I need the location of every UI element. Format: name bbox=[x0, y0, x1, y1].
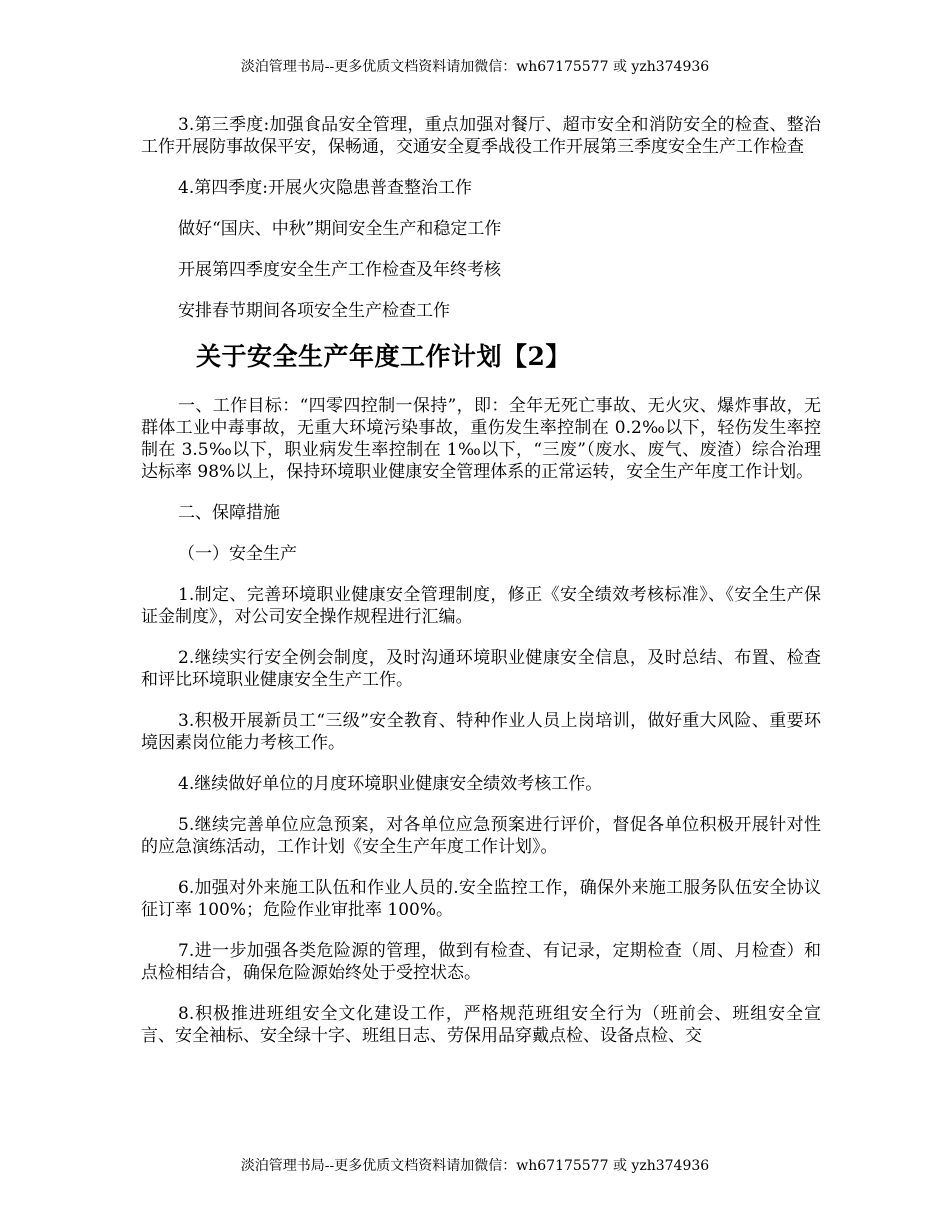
section-title: 关于安全生产年度工作计划【2】 bbox=[196, 342, 571, 371]
paragraph-safety-heading: （一）安全生产 bbox=[178, 544, 297, 564]
paragraph-goals: 一、工作目标：“四零四控制一保持”，即：全年无死亡事故、无火灾、爆炸事故，无群体工业中毒事故，无重大环境污染事故，重伤发生率控制在 0.2‰以下，轻伤发生率控制在 3.5‰以下，职业病发生率控制在 1‰以下，“三废”（废水、废气、废渣）综合治理达标率 98%以上，保持环境职业健康安全管理体系的正常运转，安全生产年度工作计划。 bbox=[141, 396, 821, 482]
paragraph-holidays: 做好“国庆、中秋”期间安全生产和稳定工作 bbox=[178, 219, 502, 239]
page-header: 淡泊管理书局--更多优质文档资料请加微信：wh67175577 或 yzh374936 bbox=[240, 59, 710, 75]
page-footer: 淡泊管理书局--更多优质文档资料请加微信：wh67175577 或 yzh374936 bbox=[240, 1158, 710, 1174]
paragraph-item-4: 4.继续做好单位的月度环境职业健康安全绩效考核工作。 bbox=[178, 774, 603, 794]
paragraph-item-8: 8.积极推进班组安全文化建设工作，严格规范班组安全行为（班前会、班组安全宣言、安全袖标、安全绿十字、班组日志、劳保用品穿戴点检、设备点检、交 bbox=[141, 1004, 821, 1046]
paragraph-item-7: 7.进一步加强各类危险源的管理，做到有检查、有记录，定期检查（周、月检查）和点检相结合，确保危险源始终处于受控状态。 bbox=[141, 941, 821, 983]
paragraph-item-6: 6.加强对外来施工队伍和作业人员的.安全监控工作，确保外来施工服务队伍安全协议征订率 100%；危险作业审批率 100%。 bbox=[141, 878, 821, 920]
paragraph-measures-heading: 二、保障措施 bbox=[178, 503, 280, 523]
paragraph-item-1: 1.制定、完善环境职业健康安全管理制度，修正《安全绩效考核标准》、《安全生产保证金制度》，对公司安全操作规程进行汇编。 bbox=[141, 585, 821, 627]
paragraph-q3: 3.第三季度:加强食品安全管理，重点加强对餐厅、超市安全和消防安全的检查、整治工作开展防事故保平安，保畅通，交通安全夏季战役工作开展第三季度安全生产工作检查 bbox=[141, 115, 821, 157]
paragraph-spring-festival: 安排春节期间各项安全生产检查工作 bbox=[178, 301, 450, 321]
paragraph-q4-inspection: 开展第四季度安全生产工作检查及年终考核 bbox=[178, 260, 501, 280]
paragraph-item-5: 5.继续完善单位应急预案，对各单位应急预案进行评价，督促各单位积极开展针对性的应急演练活动，工作计划《安全生产年度工作计划》。 bbox=[141, 815, 821, 857]
paragraph-item-3: 3.积极开展新员工“三级”安全教育、特种作业人员上岗培训，做好重大风险、重要环境因素岗位能力考核工作。 bbox=[141, 711, 821, 753]
paragraph-q4: 4.第四季度:开展火灾隐患普查整治工作 bbox=[178, 178, 472, 198]
document-body bbox=[141, 114, 821, 1066]
paragraph-item-2: 2.继续实行安全例会制度，及时沟通环境职业健康安全信息，及时总结、布置、检查和评比环境职业健康安全生产工作。 bbox=[141, 648, 821, 690]
